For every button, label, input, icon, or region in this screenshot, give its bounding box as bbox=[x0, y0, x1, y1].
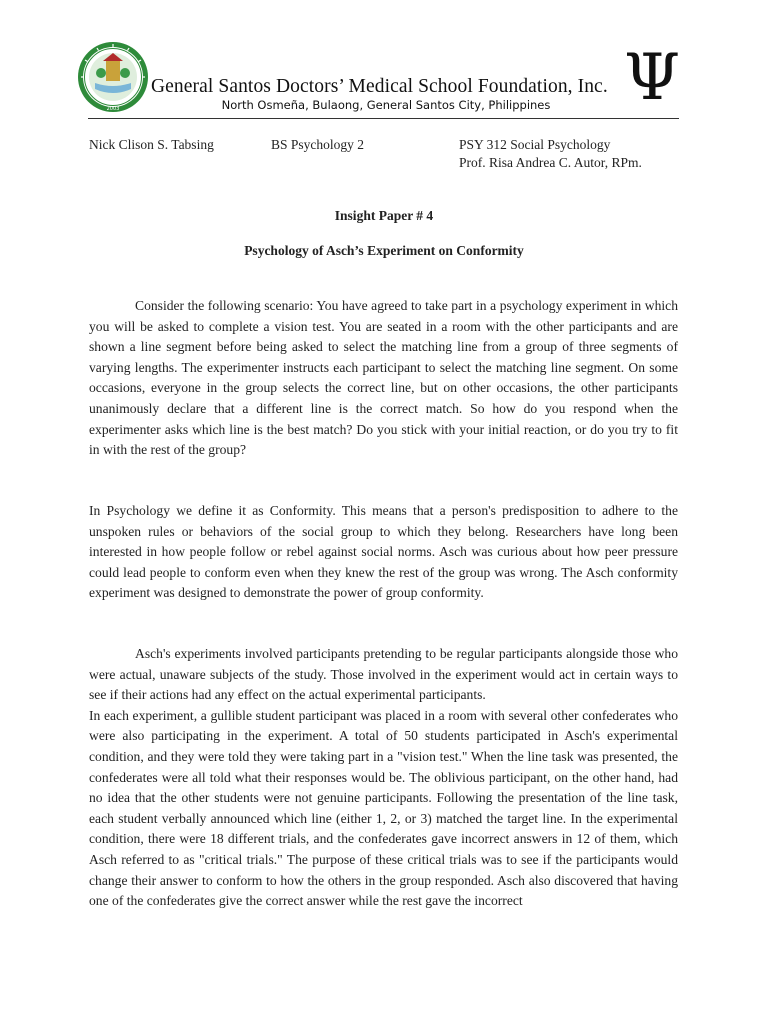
paper-label: Insight Paper # 4 bbox=[334, 208, 434, 223]
seal-year: 2003 bbox=[106, 106, 120, 112]
paragraph-4: In each experiment, a gullible student participant was placed in a room with several other confederates who were also participating in the experiment. A total of 50 students participated in Asch's experimental condition, and they were told they were taking part in a "vision test." When the line task was presented, the confederates were all told what their responses would be. The oblivious participant, on the other hand, had no idea that the other students were not genuine participants. Following the presentation of the line task, each student verbally announced which line (either 1, 2, or 3) matched the target line. In the experimental condition, there were 18 different trials, and the confederates gave incorrect answers in 12 of them, which Asch referred to as "critical trials." The purpose of these critical trials was to see if the participants would change their answer to conform to how the others in the group responded. Asch also discovered that having one of the confederates give the correct answer while the rest gave the incorrect bbox=[89, 707, 678, 909]
paragraph-2: In Psychology we define it as Conformity. This means that a person's predisposition to adhere to the unspoken rules or behaviors of the social group to which they belong. Researchers have long been interested in how people follow or rebel against social norms. Asch was curious about how peer pressure could lead people to conform even when they knew the rest of the group was wrong. The Asch conformity experiment was designed to demonstrate the power of group conformity. bbox=[89, 503, 678, 601]
student-name: Nick Clison S. Tabsing bbox=[89, 137, 214, 152]
header-divider bbox=[88, 118, 679, 119]
body-section bbox=[89, 296, 678, 461]
professor-name: Prof. Risa Andrea C. Autor, RPm. bbox=[459, 155, 642, 170]
paper-title: Psychology of Asch’s Experiment on Conformity bbox=[244, 243, 524, 258]
body-section bbox=[89, 644, 678, 912]
school-address: North Osmeña, Bulaong, General Santos City, Philippines bbox=[221, 98, 551, 112]
psi-symbol-icon: Ψ bbox=[624, 41, 681, 115]
school-name: General Santos Doctors’ Medical School Foundation, Inc. bbox=[151, 76, 608, 97]
paragraph-1: Consider the following scenario: You have agreed to take part in a psychology experiment in which you will be asked to complete a vision test. You are seated in a room with the other participants and are shown a line segment before being asked to select the matching line from a group of three segments of varying lengths. The experimenter instructs each participant to select the matching line segment. On some occasions, everyone in the group selects the correct line, but on other occasions, the other participants unanimously declare that a different line is the correct match. So how do you respond when the experimenter asks which line is the best match? Do you stick with your initial reaction, or do you try to fit in with the rest of the group? bbox=[89, 298, 678, 458]
paragraph-3: Asch's experiments involved participants pretending to be regular participants alongside those who were actual, unaware subjects of the study. Those involved in the experiment would act in certain ways to see if their actions had any effect on the actual experimental participants. bbox=[89, 646, 678, 703]
program: BS Psychology 2 bbox=[271, 137, 365, 152]
course-code: PSY 312 Social Psychology bbox=[459, 137, 611, 152]
body-section bbox=[89, 501, 678, 604]
